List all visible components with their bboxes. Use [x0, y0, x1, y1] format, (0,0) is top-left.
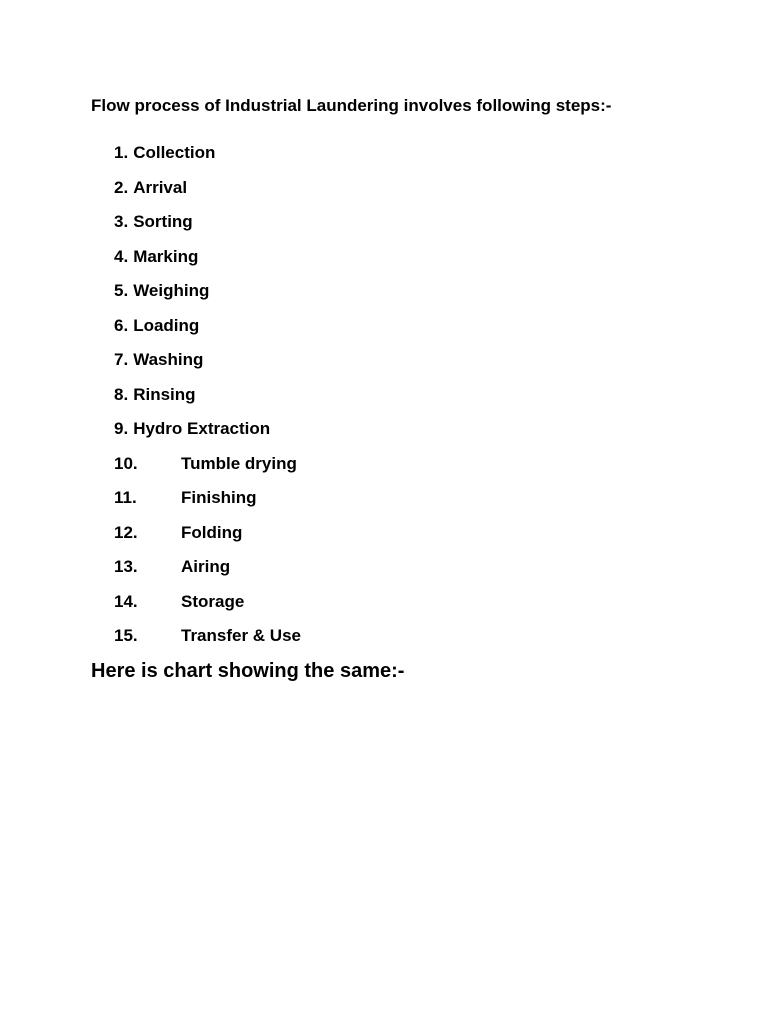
step-label: Finishing: [181, 488, 257, 507]
step-label: Folding: [181, 522, 243, 542]
list-item: [114, 315, 301, 350]
step-label: Collection: [133, 143, 216, 162]
list-item: [114, 246, 301, 281]
list-item: [114, 487, 301, 522]
step-number: 12.: [114, 522, 138, 542]
intro-paragraph: Flow process of Industrial Laundering involves following steps:-: [91, 96, 612, 115]
step-label: Loading: [133, 315, 200, 335]
step-number: 11.: [114, 488, 137, 507]
step-number: 13.: [114, 557, 138, 576]
list-item: [114, 349, 301, 384]
process-steps-list: [114, 142, 301, 660]
step-number: 3.: [114, 212, 129, 231]
list-item: [114, 142, 301, 177]
step-label: Weighing: [133, 281, 210, 300]
step-number: 2.: [114, 177, 129, 197]
list-item: [114, 522, 301, 557]
list-item: [114, 280, 301, 315]
step-number: 9.: [114, 419, 129, 438]
list-item: [114, 418, 301, 453]
step-number: 14.: [114, 591, 138, 611]
step-label: Transfer & Use: [181, 626, 301, 645]
step-number: 10.: [114, 453, 138, 473]
step-number: 8.: [114, 384, 129, 404]
step-number: 7.: [114, 350, 129, 369]
step-label: Storage: [181, 591, 245, 611]
step-label: Marking: [133, 246, 199, 266]
list-item: [114, 625, 301, 660]
list-item: [114, 591, 301, 626]
step-label: Arrival: [133, 177, 188, 197]
list-item: [114, 556, 301, 591]
list-item: [114, 384, 301, 419]
step-label: Rinsing: [133, 384, 196, 404]
list-item: [114, 177, 301, 212]
step-number: 4.: [114, 246, 129, 266]
chart-heading: Here is chart showing the same:-: [91, 660, 405, 682]
step-label: Hydro Extraction: [133, 419, 271, 438]
step-label: Sorting: [133, 212, 193, 231]
step-label: Tumble drying: [181, 453, 297, 473]
list-item: [114, 453, 301, 488]
step-number: 6.: [114, 315, 129, 335]
step-number: 5.: [114, 281, 129, 300]
step-label: Airing: [181, 557, 231, 576]
step-number: 15.: [114, 626, 138, 645]
step-label: Washing: [133, 350, 204, 369]
list-item: [114, 211, 301, 246]
step-number: 1.: [114, 143, 129, 162]
